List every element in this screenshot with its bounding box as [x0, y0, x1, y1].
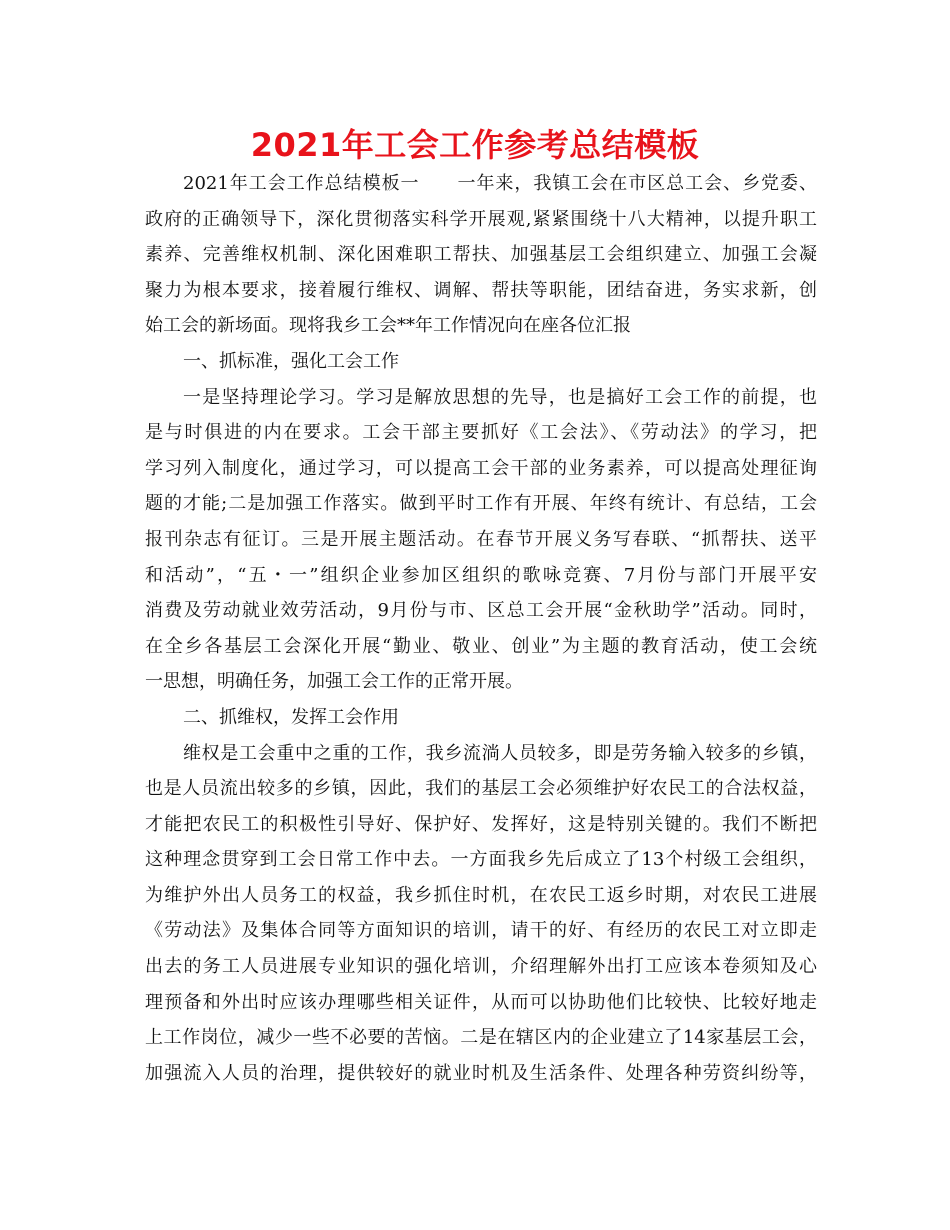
body-line: 一、抓标准，强化工会工作	[183, 350, 399, 372]
body-line: 一是坚持理论学习。学习是解放思想的先导，也是搞好工会工作的前提，也	[183, 386, 817, 408]
body-line: 学习列入制度化，通过学习，可以提高工会干部的业务素养，可以提高处理征询	[145, 457, 817, 479]
body-line: 在全乡各基层工会深化开展“勤业、敬业、创业”为主题的教育活动，使工会统	[145, 635, 817, 657]
body-line: 政府的正确领导下，深化贯彻落实科学开展观,紧紧围绕十八大精神，以提升职工	[145, 208, 817, 230]
body-line: 聚力为根本要求，接着履行维权、调解、帮扶等职能，团结奋进，务实求新，创	[145, 279, 817, 301]
body-line: 出去的务工人员进展专业知识的强化培训，介绍理解外出打工应该本卷须知及心	[145, 956, 817, 978]
document-title: 2021年工会工作参考总结模板	[250, 126, 700, 164]
body-line: 加强流入人员的治理，提供较好的就业时机及生活条件、处理各种劳资纠纷等，	[145, 1062, 817, 1084]
document-body	[145, 166, 817, 1091]
body-line: 是与时俱进的内在要求。工会干部主要抓好《工会法》、《劳动法》的学习，把	[145, 422, 817, 444]
body-line: 理预备和外出时应该办理哪些相关证件，从而可以协助他们比较快、比较好地走	[145, 991, 817, 1013]
body-line: 维权是工会重中之重的工作，我乡流淌人员较多，即是劳务输入较多的乡镇，	[183, 742, 817, 764]
body-line: 和活动”，“五・一”组织企业参加区组织的歌咏竞赛、7月份与部门开展平安	[145, 564, 817, 586]
body-line: 素养、完善维权机制、深化困难职工帮扶、加强基层工会组织建立、加强工会凝	[145, 244, 817, 266]
body-line: 二、抓维权，发挥工会作用	[183, 706, 399, 728]
body-line: 这种理念贯穿到工会日常工作中去。一方面我乡先后成立了13个村级工会组织，	[145, 849, 817, 871]
body-line: 始工会的新场面。现将我乡工会**年工作情况向在座各位汇报	[145, 315, 631, 337]
body-line: 才能把农民工的积极性引导好、保护好、发挥好，这是特别关键的。我们不断把	[145, 813, 817, 835]
body-line: 为维护外出人员务工的权益，我乡抓住时机，在农民工返乡时期，对农民工进展	[145, 884, 817, 906]
body-line: 也是人员流出较多的乡镇，因此，我们的基层工会必须维护好农民工的合法权益，	[145, 778, 817, 800]
body-line: 一思想，明确任务，加强工会工作的正常开展。	[145, 671, 523, 693]
body-line: 2021年工会工作总结模板一 一年来，我镇工会在市区总工会、乡党委、	[183, 173, 817, 194]
body-line: 《劳动法》及集体合同等方面知识的培训，请干的好、有经历的农民工对立即走	[145, 920, 817, 942]
body-line: 消费及劳动就业效劳活动，9月份与市、区总工会开展“金秋助学”活动。同时，	[145, 600, 817, 622]
body-line: 报刊杂志有征订。三是开展主题活动。在春节开展义务写春联、“抓帮扶、送平	[145, 528, 817, 550]
body-line: 上工作岗位，减少一些不必要的苦恼。二是在辖区内的企业建立了14家基层工会，	[145, 1027, 817, 1049]
body-line: 题的才能;二是加强工作落实。做到平时工作有开展、年终有统计、有总结，工会	[145, 493, 817, 515]
